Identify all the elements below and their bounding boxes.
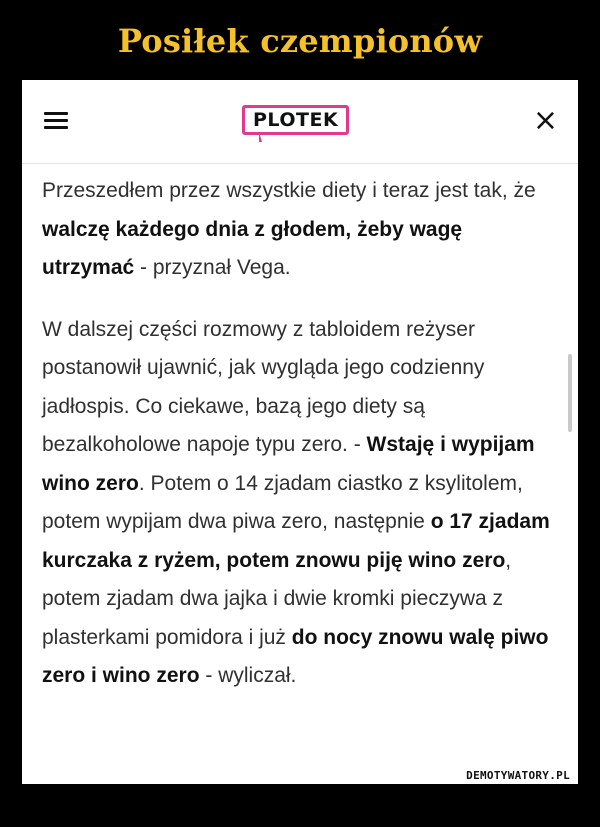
hamburger-menu-icon[interactable] [44, 112, 68, 132]
bold-quote: o 17 zjadam kurczaka z ryżem, potem znowu piję wino zero [42, 510, 550, 572]
bold-quote: do nocy znowu walę piwo zero i wino zero [42, 625, 549, 687]
article-paragraph: W dalszej części rozmowy z tabloidem reżyser postanowił ujawnić, jak wygląda jego codzienny jadłospis. Co ciekawe, bazą jego diety są bezalkoholowe napoje typu zero. - Wstaję i wypijam wino zero. Potem o 14 zjadam ciastko z ksylitolem, potem wypijam dwa piwa zero, następnie o 17 zjadam kurczaka z ryżem, potem znowu piję wino zero, potem zjadam dwa jajka i dwie kromki pieczywa z plasterkami pomidora i już do nocy znowu walę piwo zero i wino zero - wyliczał. [42, 317, 550, 687]
article-paragraph: Przeszedłem przez wszystkie diety i teraz jest tak, że walczę każdego dnia z głodem, żeby wagę utrzymać - przyznał Vega. [42, 179, 536, 279]
scrollbar[interactable] [568, 354, 572, 432]
article-body [22, 164, 578, 696]
app-header [22, 80, 578, 164]
header-divider [22, 163, 578, 164]
logo-text: PLOTEK [253, 109, 339, 131]
bold-quote: Wstaję i wypijam wino zero [42, 433, 535, 495]
page-title: Posiłek czempionów [117, 22, 483, 60]
close-icon[interactable]: × [532, 103, 558, 138]
watermark: DEMOTYWATORY.PL [456, 767, 578, 784]
plotek-logo[interactable] [242, 105, 349, 135]
bold-quote: walczę każdego dnia z głodem, żeby wagę utrzymać [42, 217, 463, 279]
logo-speech-tail [259, 132, 262, 142]
screenshot-frame [22, 80, 578, 784]
